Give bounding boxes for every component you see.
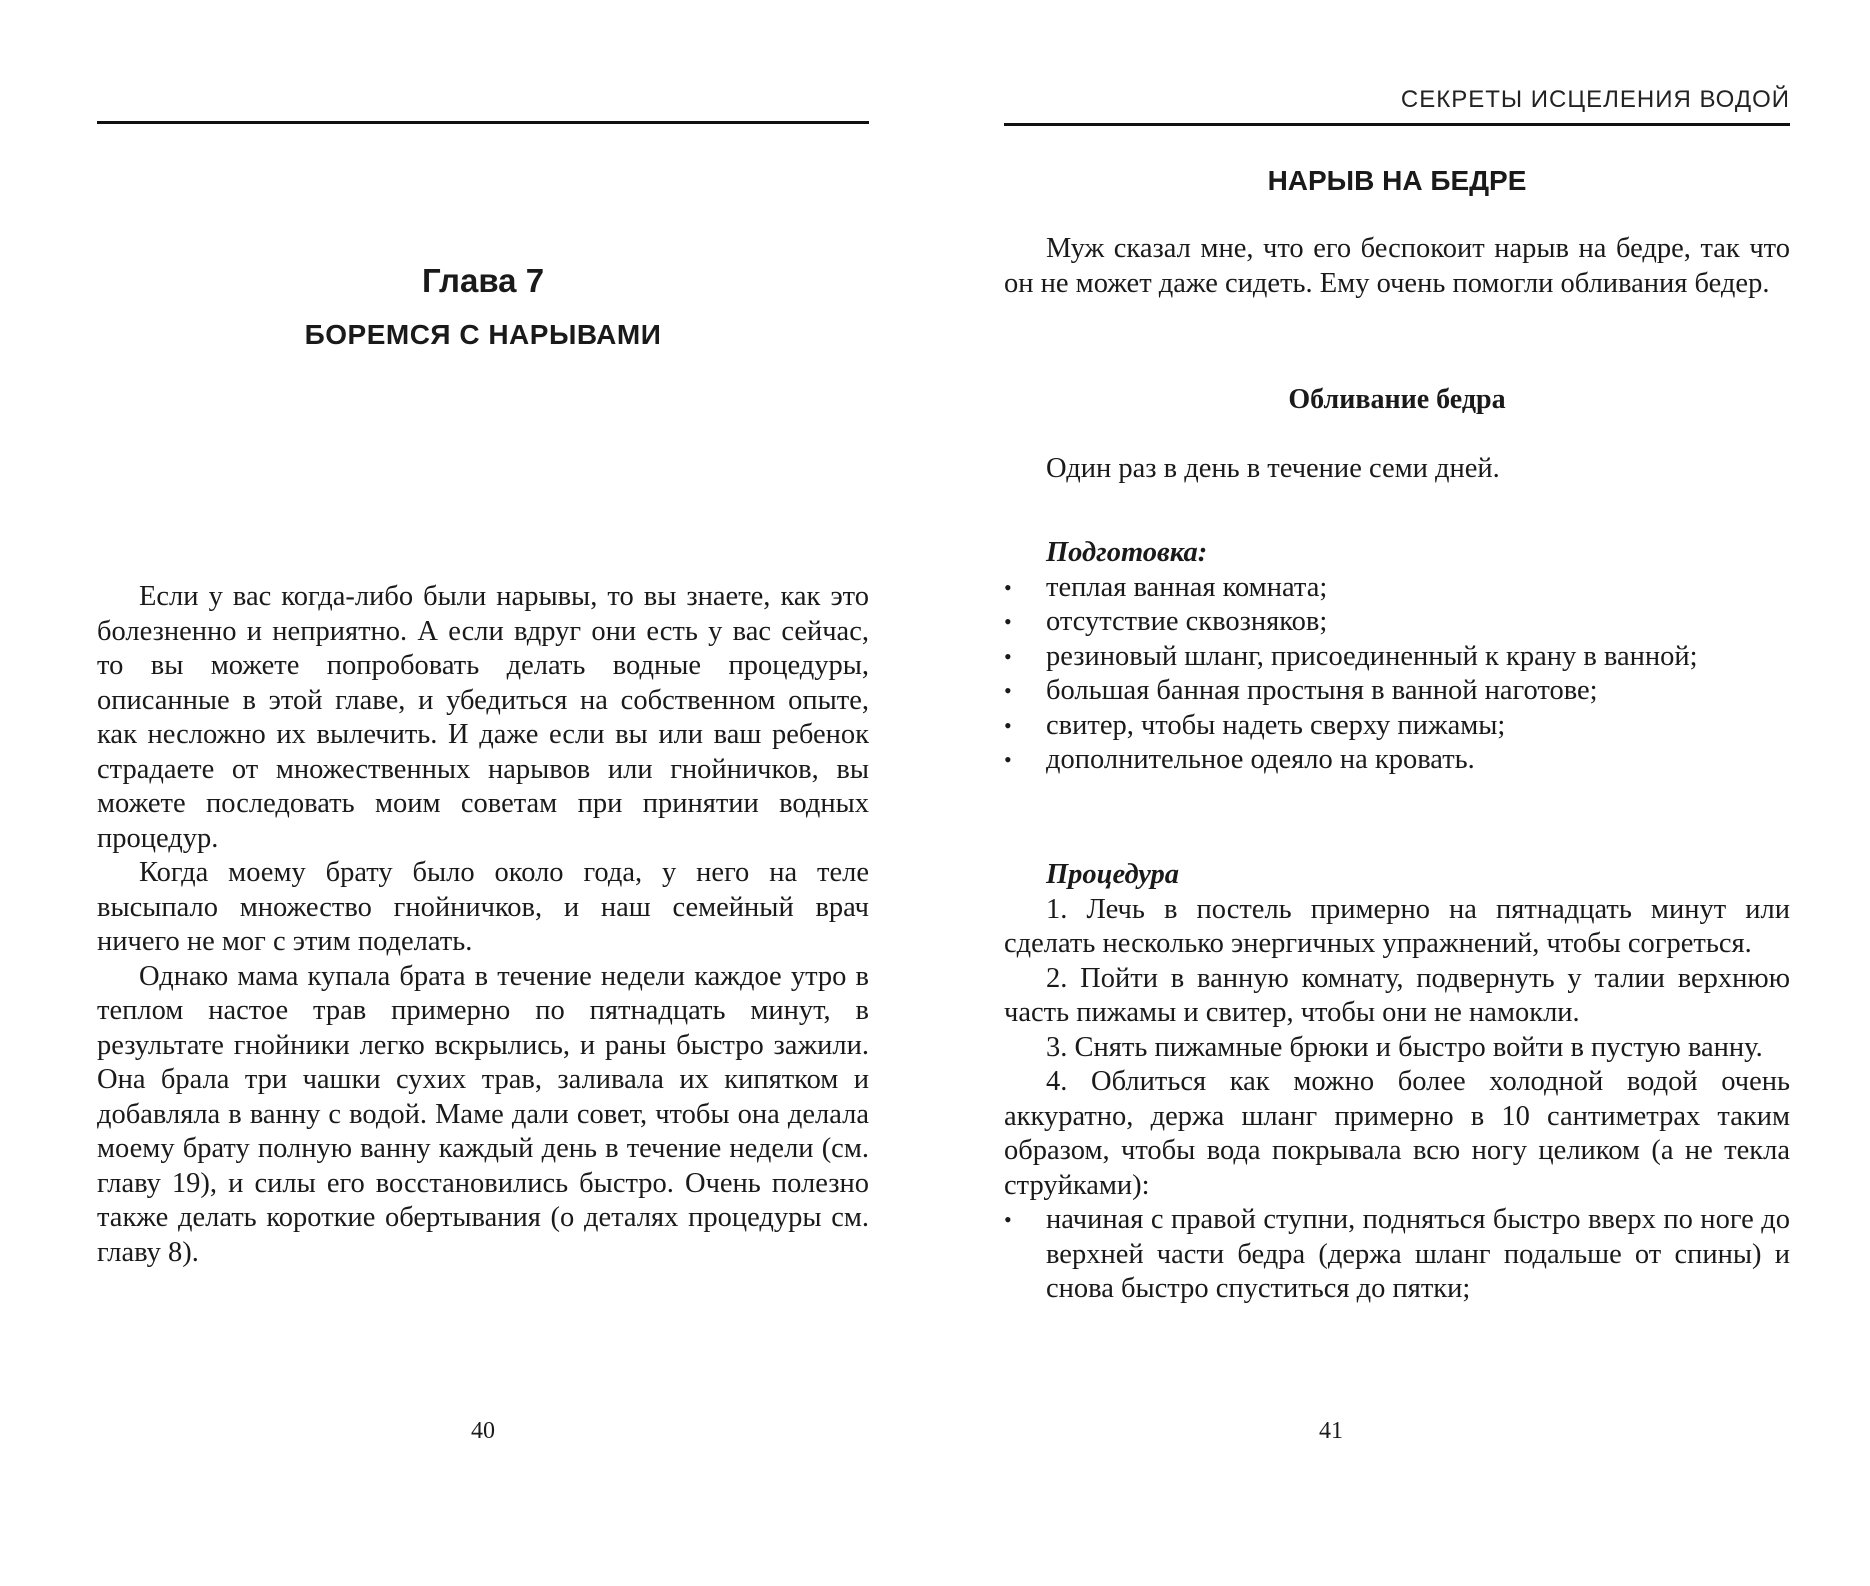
chapter-number: Глава 7 — [421, 262, 545, 299]
procedure-step: 2. Пойти в ванную комнату, подвернуть у талии верхнюю часть пижамы и свитер, чтобы они не намокли. — [1004, 962, 1790, 1028]
list-item: • большая банная простыня в ванной наготове; — [1004, 674, 1790, 709]
procedure-step: 3. Снять пижамные брюки и быстро войти в пустую ванну. — [1046, 1031, 1763, 1063]
frequency-text — [1004, 452, 1790, 487]
procedure-list — [1004, 1203, 1790, 1307]
list-item: • начиная с правой ступни, подняться быстро вверх по ноге до верхней части бедра (держа шланг подальше от спины) и снова быстро спуститься до пятки; — [1004, 1203, 1790, 1307]
paragraph: Муж сказал мне, что его беспокоит нарыв на бедре, так что он не может даже сидеть. Ему очень помогли обливания бедер. — [1004, 233, 1790, 299]
list-item: • свитер, чтобы надеть сверху пижамы; — [1004, 709, 1790, 744]
chapter-title: БОРЕМСЯ С НАРЫВАМИ — [304, 319, 662, 350]
list-item: • дополнительное одеяло на кровать. — [1004, 743, 1790, 778]
procedure-step: 4. Облиться как можно более холодной водой очень аккуратно, держа шланг примерно в 10 сантиметрах таким образом, чтобы вода покрывала всю ногу целиком (а не текла струйками): — [1004, 1066, 1790, 1201]
section-title: НАРЫВ НА БЕДРЕ — [1267, 165, 1527, 196]
right-page — [935, 0, 1870, 1586]
intro-text — [1004, 232, 1790, 301]
list-item: • отсутствие сквозняков; — [1004, 605, 1790, 640]
header-rule — [1004, 123, 1790, 126]
procedure-block — [1004, 858, 1790, 1307]
preparation-block — [1004, 536, 1790, 778]
paragraph: Если у вас когда-либо были нарывы, то вы знаете, как это болезненно и неприятно. А если вдруг они есть у вас сейчас, то вы можете попробовать делать водные процедуры, описанные в этой главе, и убедиться на собственном опыте, как несложно их вылечить. И даже если вы или ваш ребенок страдаете от множественных нарывов или гнойничков, вы можете последовать моим советам при принятии водных процедур. — [97, 581, 869, 854]
preparation-label: Подготовка: — [1046, 537, 1208, 568]
paragraph: Когда моему брату было около года, у него на теле высыпало множество гнойничков, и наш семейный врач ничего не мог с этим поделать. — [97, 857, 869, 957]
procedure-label: Процедура — [1046, 859, 1179, 890]
chapter-body — [97, 580, 869, 1270]
page-number: 41 — [1319, 1418, 1343, 1444]
paragraph: Однако мама купала брата в течение недели каждое утро в теплом настое трав примерно по пятнадцать минут, в результате гнойники легко вскрылись, и раны быстро зажили. Она брала три чашки сухих трав, заливала их кипятком и добавляла в ванну с водой. Маме дали совет, чтобы она делала моему брату полную ванну каждый день в течение недели (см. главу 19), и силы его восстановились быстро. Очень полезно также делать короткие обертывания (о деталях процедуры см. главу 8). — [97, 960, 869, 1268]
preparation-list — [1004, 571, 1790, 778]
header-rule — [97, 121, 869, 124]
paragraph: Один раз в день в течение семи дней. — [1046, 453, 1500, 484]
procedure-step: 1. Лечь в постель примерно на пятнадцать минут или сделать несколько энергичных упражнений, чтобы согреться. — [1004, 893, 1790, 959]
running-head: СЕКРЕТЫ ИСЦЕЛЕНИЯ ВОДОЙ — [1400, 86, 1790, 113]
subsection-title: Обливание бедра — [1288, 384, 1506, 415]
list-item: • резиновый шланг, присоединенный к крану в ванной; — [1004, 640, 1790, 675]
page-number: 40 — [471, 1418, 495, 1444]
list-item: • теплая ванная комната; — [1004, 571, 1790, 606]
